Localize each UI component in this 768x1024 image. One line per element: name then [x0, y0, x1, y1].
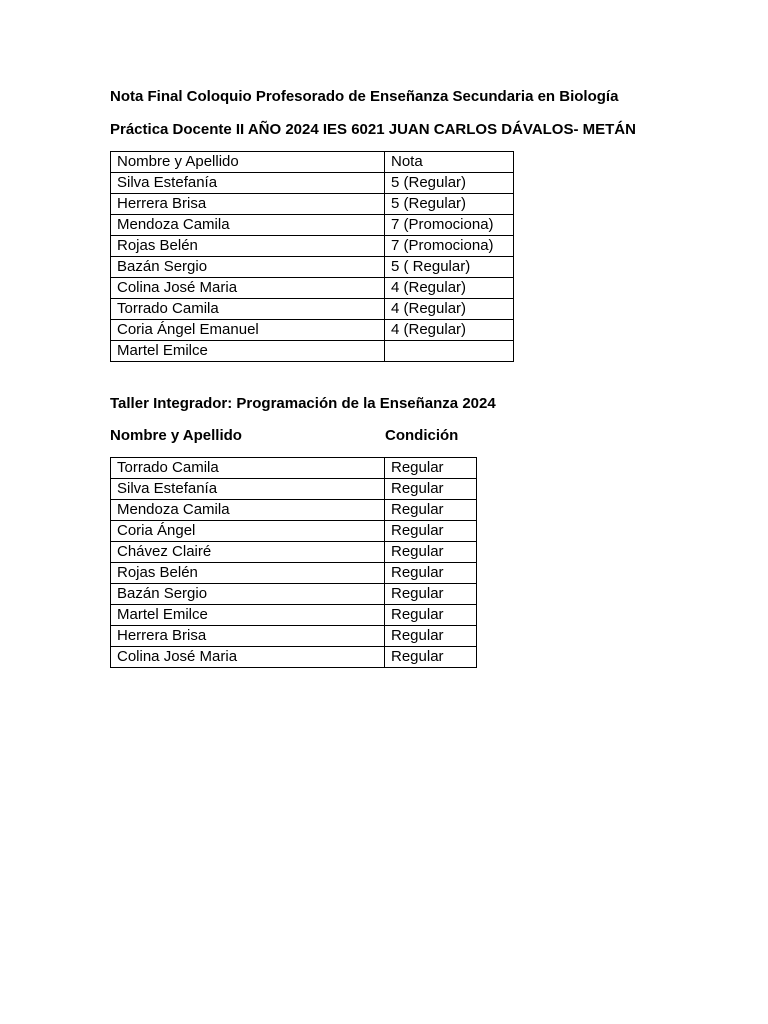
cell-name: Mendoza Camila: [111, 500, 385, 521]
table-row: [111, 320, 514, 341]
cell-value: 7 (Promociona): [385, 236, 514, 257]
cell-value: 7 (Promociona): [385, 215, 514, 236]
cell-name: Martel Emilce: [111, 341, 385, 362]
document-subtitle: Práctica Docente II AÑO 2024 IES 6021 JUAN CARLOS DÁVALOS- METÁN: [110, 121, 636, 138]
cell-value: Regular: [385, 647, 477, 668]
cell-value: Regular: [385, 479, 477, 500]
document-title: Nota Final Coloquio Profesorado de Enseñanza Secundaria en Biología: [110, 88, 619, 105]
cell-value: 5 (Regular): [385, 173, 514, 194]
cell-value: [385, 341, 514, 362]
table-row: [111, 257, 514, 278]
grades-table: [110, 151, 514, 362]
cell-value: Regular: [385, 500, 477, 521]
table-row: [111, 194, 514, 215]
cell-value: Regular: [385, 563, 477, 584]
cell-value: Regular: [385, 584, 477, 605]
cell-value: Regular: [385, 521, 477, 542]
cell-name: Bazán Sergio: [111, 584, 385, 605]
taller-title: Taller Integrador: Programación de la Enseñanza 2024: [110, 395, 496, 412]
cell-name: Bazán Sergio: [111, 257, 385, 278]
column-header-grade: Nota: [385, 152, 514, 173]
taller-column-header-condition: Condición: [385, 427, 459, 444]
table-row: [111, 173, 514, 194]
cell-value: Regular: [385, 626, 477, 647]
table-row: [111, 563, 477, 584]
cell-value: Regular: [385, 458, 477, 479]
cell-name: Colina José Maria: [111, 647, 385, 668]
table-row: [111, 542, 477, 563]
cell-name: Rojas Belén: [111, 236, 385, 257]
cell-value: 5 ( Regular): [385, 257, 514, 278]
cell-value: Regular: [385, 542, 477, 563]
table-row: [111, 647, 477, 668]
cell-value: 4 (Regular): [385, 278, 514, 299]
column-header-name: Nombre y Apellido: [111, 152, 385, 173]
cell-name: Chávez Clairé: [111, 542, 385, 563]
cell-name: Herrera Brisa: [111, 194, 385, 215]
cell-name: Torrado Camila: [111, 299, 385, 320]
cell-name: Coria Ángel Emanuel: [111, 320, 385, 341]
cell-name: Rojas Belén: [111, 563, 385, 584]
cell-name: Torrado Camila: [111, 458, 385, 479]
table-row: [111, 215, 514, 236]
taller-column-header-name: Nombre y Apellido: [110, 427, 242, 444]
table-row: [111, 626, 477, 647]
cell-name: Silva Estefanía: [111, 479, 385, 500]
cell-name: Martel Emilce: [111, 605, 385, 626]
cell-name: Mendoza Camila: [111, 215, 385, 236]
cell-name: Silva Estefanía: [111, 173, 385, 194]
cell-name: Colina José Maria: [111, 278, 385, 299]
table-row: [111, 458, 477, 479]
table-row: [111, 500, 477, 521]
cell-value: 4 (Regular): [385, 299, 514, 320]
table-row: [111, 236, 514, 257]
cell-value: 5 (Regular): [385, 194, 514, 215]
cell-value: 4 (Regular): [385, 320, 514, 341]
table-row: [111, 278, 514, 299]
taller-table: [110, 457, 477, 668]
table-row: [111, 521, 477, 542]
table-row: [111, 341, 514, 362]
table-row: [111, 605, 477, 626]
table-row: [111, 479, 477, 500]
table-row: [111, 299, 514, 320]
table-header-row: [111, 152, 514, 173]
cell-name: Herrera Brisa: [111, 626, 385, 647]
cell-value: Regular: [385, 605, 477, 626]
table-row: [111, 584, 477, 605]
cell-name: Coria Ángel: [111, 521, 385, 542]
